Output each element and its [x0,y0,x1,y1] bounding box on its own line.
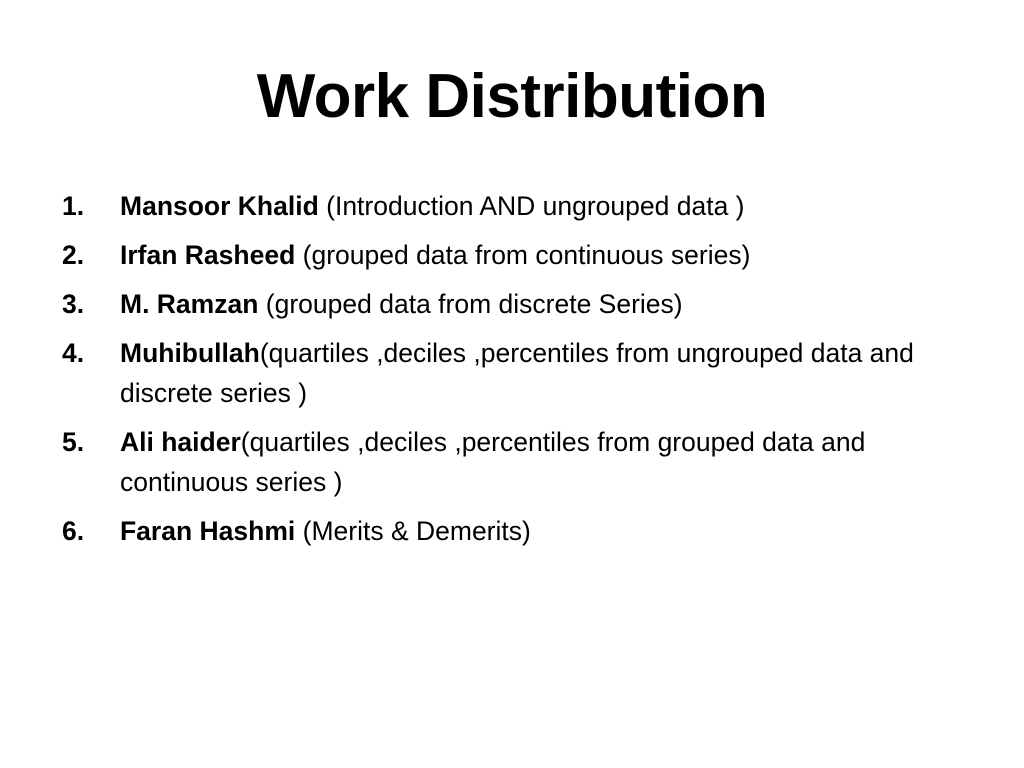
item-number: 2. [62,240,85,270]
item-name: Faran Hashmi [120,516,296,546]
item-description: (quartiles ,deciles ,percentiles from ungrouped data and discrete series ) [120,338,914,408]
item-description: (Introduction AND ungrouped data ) [318,191,745,221]
list-item [62,422,962,502]
list-item [62,284,962,324]
item-description: (Merits & Demerits) [295,516,531,546]
item-number: 5. [62,427,85,457]
item-text [120,235,962,275]
item-description: (grouped data from discrete Series) [258,289,683,319]
item-text [120,333,962,413]
list-item [62,333,962,413]
item-number: 4. [62,338,85,368]
work-distribution-list [62,186,962,560]
item-text [120,422,962,502]
list-item [62,511,962,551]
item-text [120,511,962,551]
item-name: M. Ramzan [120,289,259,319]
item-name: Irfan Rasheed [120,240,296,270]
item-description: (quartiles ,deciles ,percentiles from grouped data and continuous series ) [120,427,866,497]
slide-title: Work Distribution [256,62,768,131]
item-number: 6. [62,516,85,546]
item-text [120,186,962,226]
item-name: Muhibullah [120,338,260,368]
item-description: (grouped data from continuous series) [295,240,751,270]
item-number: 3. [62,289,85,319]
item-text [120,284,962,324]
item-number: 1. [62,191,85,221]
list-item [62,186,962,226]
list-item [62,235,962,275]
item-name: Mansoor Khalid [120,191,319,221]
item-name: Ali haider [120,427,241,457]
